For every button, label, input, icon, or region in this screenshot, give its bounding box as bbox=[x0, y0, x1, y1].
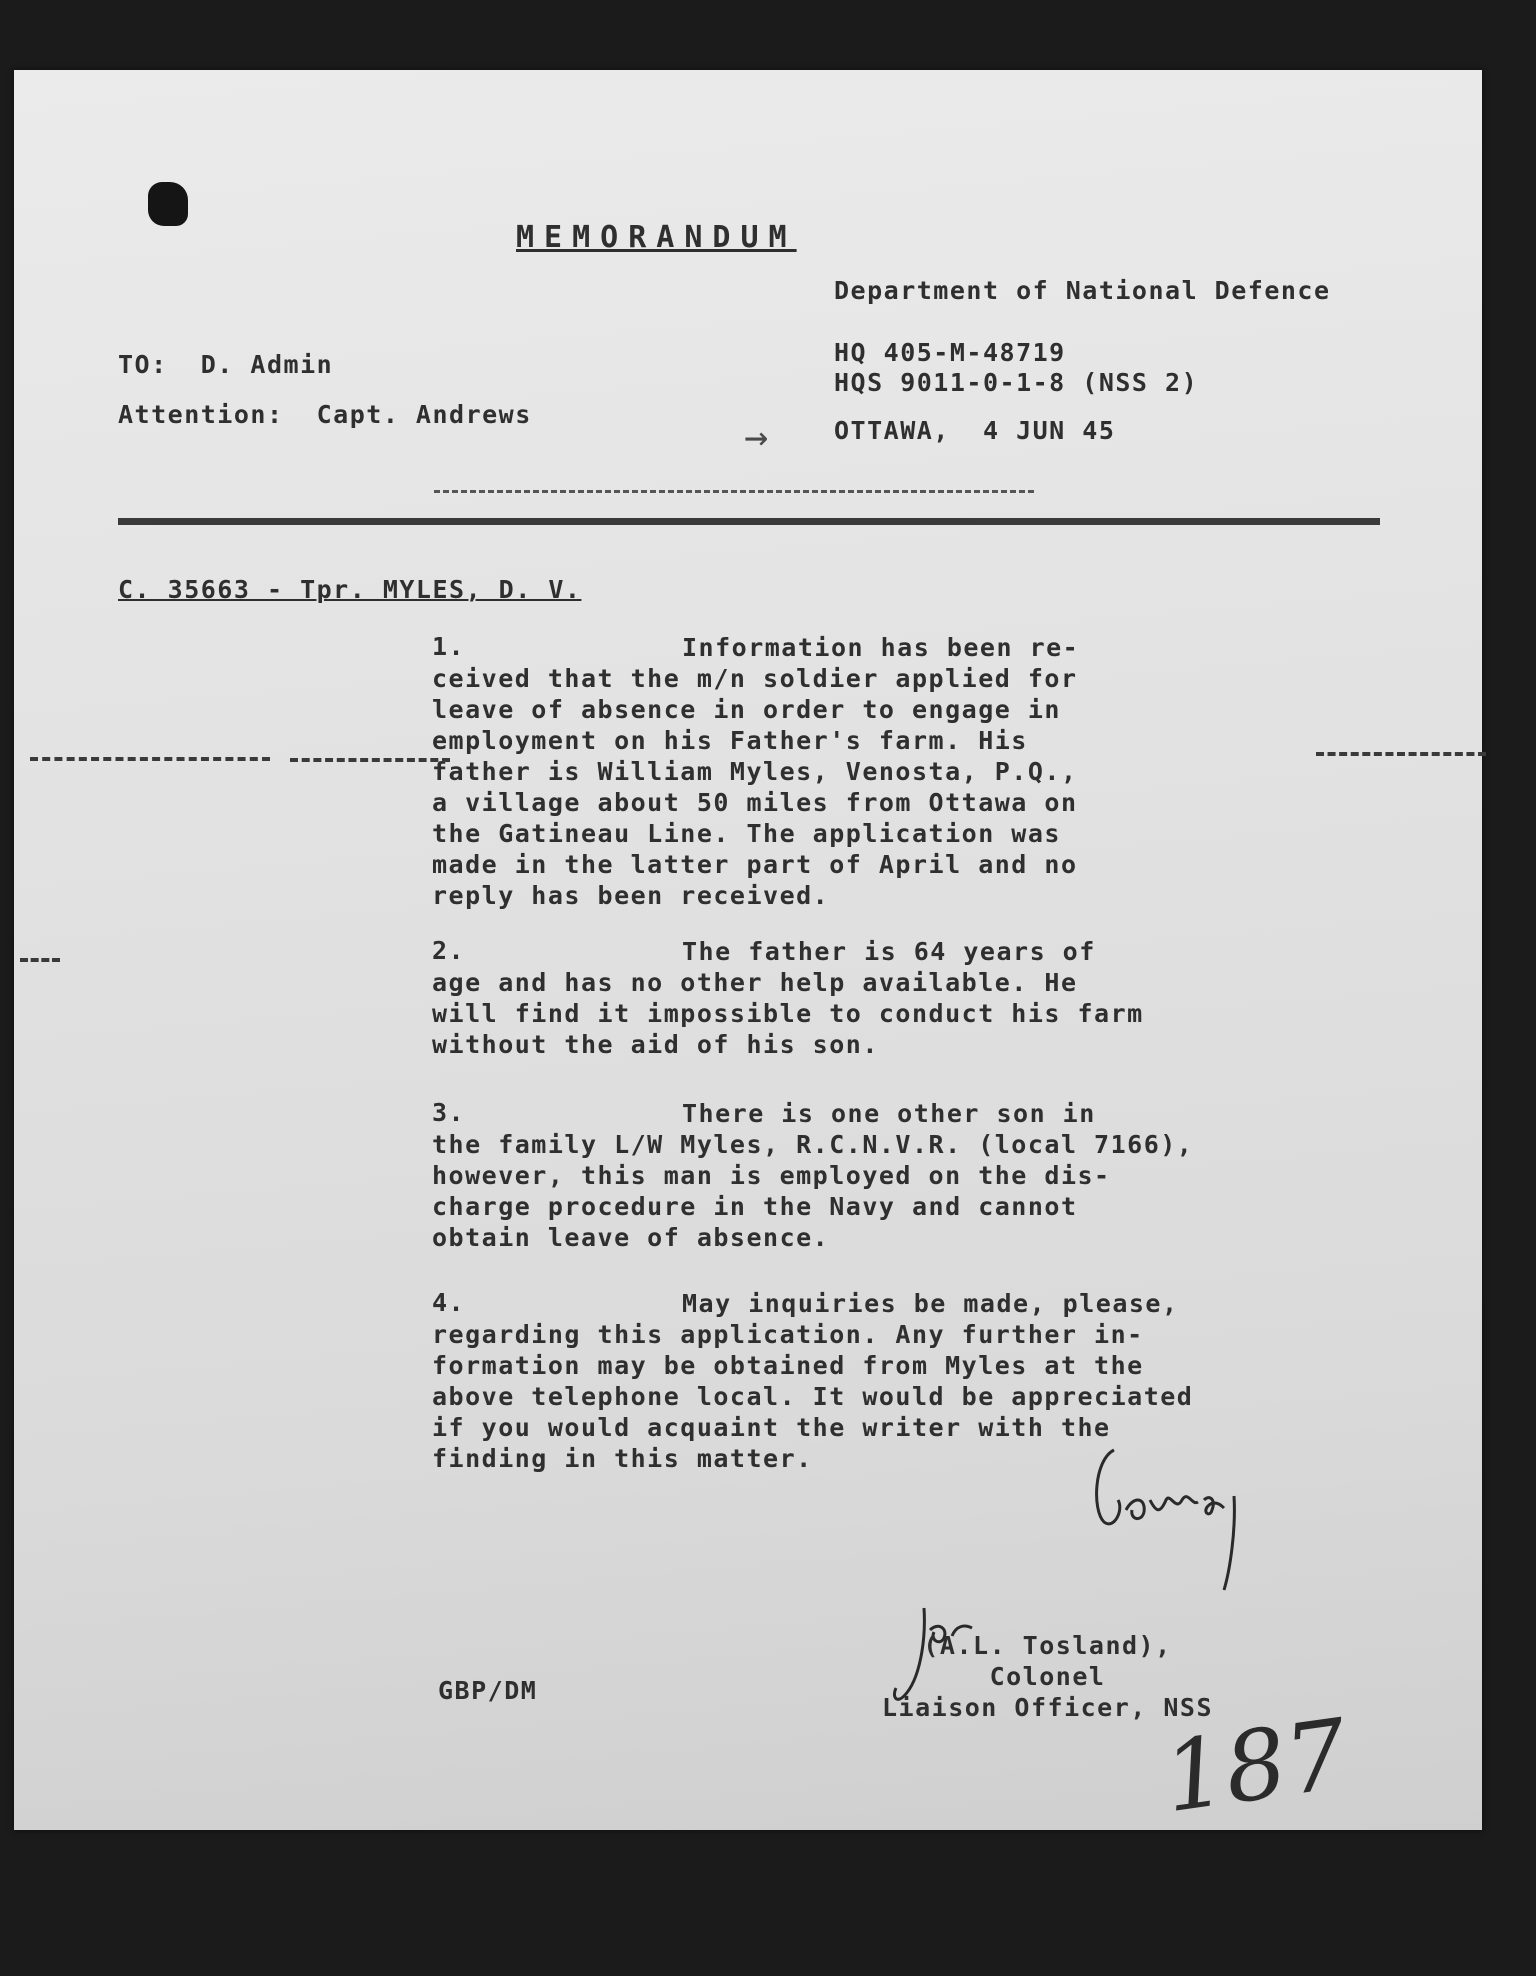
paragraph-text: May inquiries be made, please, regarding this application. Any further in- formation may be obtained from Myles at the above telephone local. It would be appreciated if you would acquaint the writer with the finding in this matter. bbox=[432, 1289, 1194, 1473]
perforation-left bbox=[30, 757, 270, 761]
attention-line: Attention: Capt. Andrews bbox=[118, 400, 532, 429]
perforation-edge bbox=[20, 958, 60, 962]
handwritten-signature bbox=[1074, 1440, 1334, 1650]
handwritten-arrow: → bbox=[744, 414, 769, 460]
perforation-right bbox=[1316, 752, 1486, 756]
paragraph-text: There is one other son in the family L/W Myles, R.C.N.V.R. (local 7166), however, this man is employed on the dis- charge procedure in the Navy and cannot obtain leave of absence. bbox=[432, 1099, 1194, 1252]
signatory-rank: Colonel bbox=[989, 1662, 1106, 1691]
handwritten-page-number: 187 bbox=[1157, 1697, 1355, 1835]
paragraph-text: Information has been re- ceived that the m/n soldier applied for leave of absence in order to engage in employment on his Father's farm. His father is William Myles, Venosta, P.Q., a village about 50 miles from Ottawa on the Gatineau Line. The application was made in the latter part of April and no reply has been received. bbox=[432, 633, 1080, 910]
paragraph-4: 4. May inquiries be made, please, regarding this application. Any further in- formation may be obtained from Myles at the above telephone local. It would be appreciated if you would acquaint the writer with the finding in this matter. bbox=[432, 1288, 1332, 1474]
horizontal-rule bbox=[118, 518, 1380, 525]
signature-block bbox=[882, 1630, 1213, 1723]
file-reference-1: HQ 405-M-48719 bbox=[834, 338, 1066, 367]
paragraph-3: 3. There is one other son in the family L/W Myles, R.C.N.V.R. (local 7166), however, this man is employed on the dis- charge procedure in the Navy and cannot obtain leave of absence. bbox=[432, 1098, 1332, 1253]
place-date: OTTAWA, 4 JUN 45 bbox=[834, 416, 1116, 445]
paragraph-text: The father is 64 years of age and has no other help available. He will find it impossible to conduct his farm without the aid of his son. bbox=[432, 937, 1144, 1059]
file-reference-2: HQS 9011-0-1-8 (NSS 2) bbox=[834, 368, 1199, 397]
memo-title: MEMORANDUM bbox=[516, 220, 797, 255]
department-name: Department of National Defence bbox=[834, 276, 1331, 305]
paragraph-1: 1. Information has been re- ceived that the m/n soldier applied for leave of absence in order to engage in employment on his Father's farm. His father is William Myles, Venosta, P.Q., a village about 50 miles from Ottawa on the Gatineau Line. The application was made in the latter part of April and no reply has been received. bbox=[432, 632, 1332, 911]
paragraph-2: 2. The father is 64 years of age and has no other help available. He will find it impossible to conduct his farm without the aid of his son. bbox=[432, 936, 1332, 1060]
to-line: TO: D. Admin bbox=[118, 350, 334, 379]
signatory-name: (A.L. Tosland), bbox=[923, 1631, 1172, 1660]
dashed-divider bbox=[434, 490, 1034, 493]
subject-line: C. 35663 - Tpr. MYLES, D. V. bbox=[118, 575, 582, 604]
perforation-mid bbox=[290, 758, 450, 762]
typist-initials: GBP/DM bbox=[438, 1676, 538, 1705]
memo-page bbox=[14, 70, 1482, 1835]
punch-hole bbox=[148, 182, 188, 226]
signatory-title: Liaison Officer, NSS bbox=[882, 1693, 1214, 1722]
